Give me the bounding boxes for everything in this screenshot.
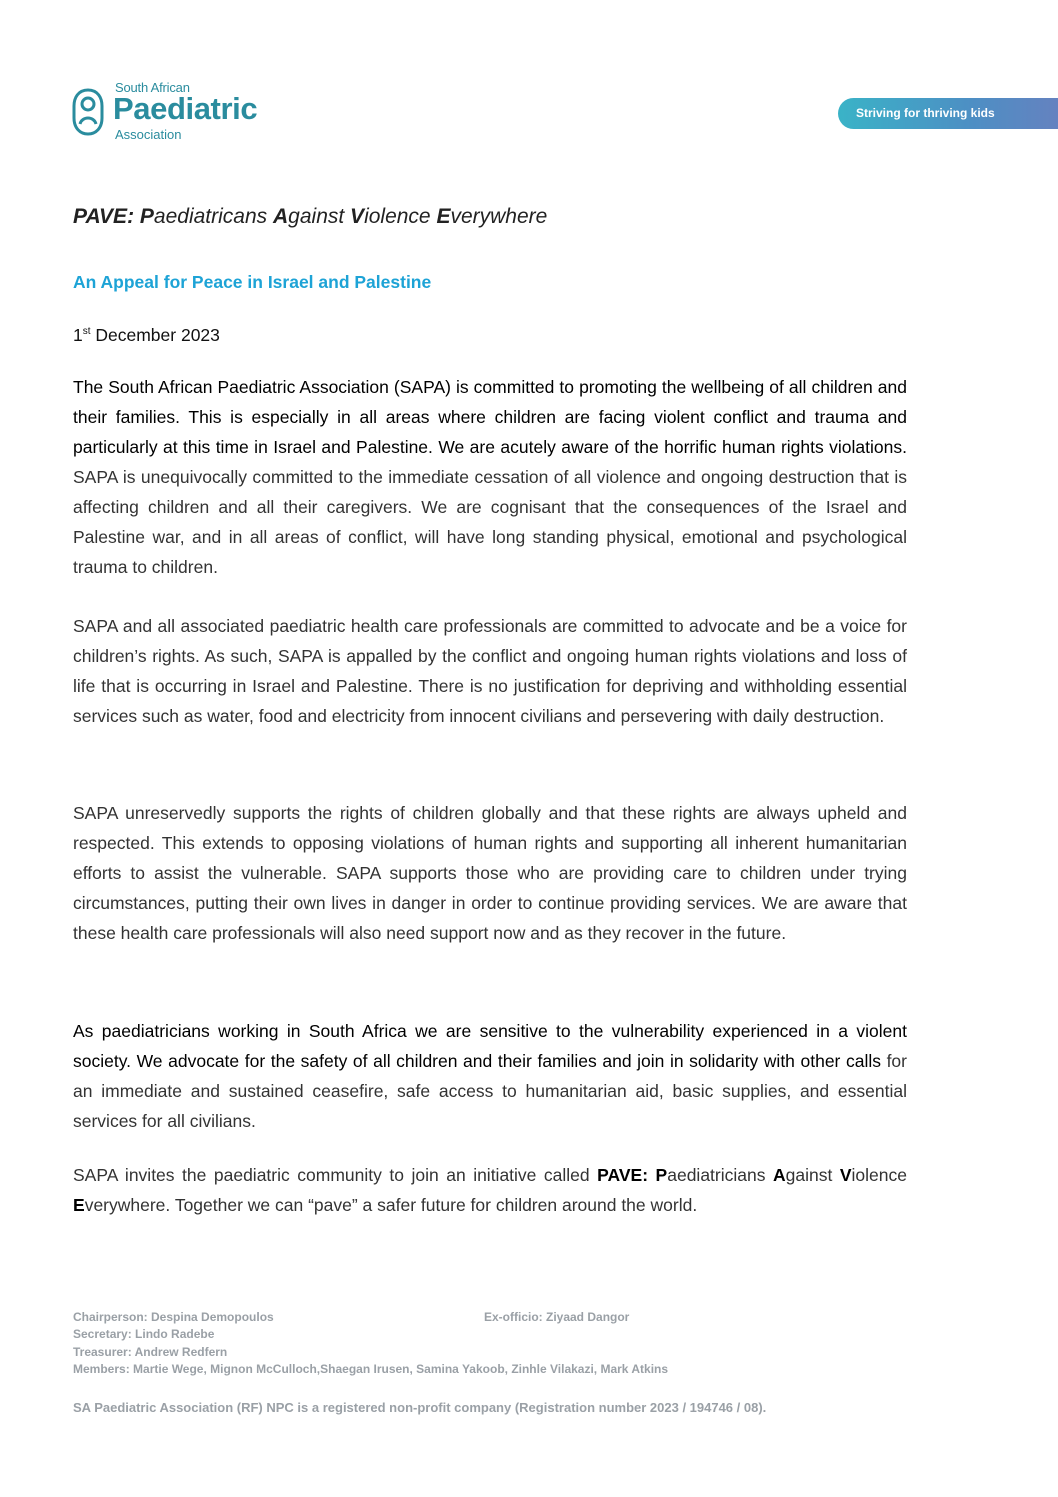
paragraph-1-rest: SAPA is unequivocally committed to the immediate cessation of all violence and ongoing destruction that is affecting children and all their caregivers. We are cognisant that the consequences of the Israel and Palestine war, and in all areas of conflict, will have long standing physical, emotional and psychological trauma to children. [73,467,907,577]
footer-registration: SA Paediatric Association (RF) NPC is a registered non-profit company (Registration number 2023 / 194746 / 08). [73,1400,767,1415]
paragraph-5-bold-4: E [73,1195,85,1215]
appeal-heading: An Appeal for Peace in Israel and Palestine [73,272,432,292]
paragraph-5-text-3: iolence [851,1165,908,1185]
title-prefix: PAVE: [73,205,140,228]
date-suffix: st [82,326,91,338]
logo-text-main: Paediatric [113,91,258,126]
title-word-4: verywhere [450,205,548,228]
logo-text-top: South African [115,80,190,95]
footer-treasurer: Treasurer: Andrew Redfern [73,1345,228,1359]
document-title [73,205,547,229]
sapa-logo [72,80,292,144]
paragraph-5-bold-1: PAVE: P [597,1165,668,1185]
paragraph-5 [73,1160,907,1220]
title-letter-e: E [436,205,451,228]
paragraph-5-intro: SAPA invites the paediatric community to join an initiative called [73,1165,598,1185]
logo-mark-icon [72,88,104,136]
title-letter-p: P [139,205,154,228]
paragraph-5-bold-2: A [773,1165,786,1185]
paragraph-2: SAPA and all associated paediatric health care professionals are committed to advocate and be a voice for children’s rights. As such, SAPA is appalled by the conflict and ongoing human rights violations and loss of life that is occurring in Israel and Palestine. There is no justification for depriving and withholding essential services such as water, food and electricity from innocent civilians and persevering with daily destruction. [73,616,907,726]
footer-members: Members: Martie Wege, Mignon McCulloch,Shaegan Irusen, Samina Yakoob, Zinhle Vilakazi, Mark Atkins [73,1362,669,1376]
paragraph-5-text-1: aediatricians [667,1165,773,1185]
footer-ex-officio: Ex-officio: Ziyaad Dangor [484,1310,630,1324]
paragraph-5-text-2: gainst [785,1165,840,1185]
title-word-3: iolence [364,205,437,228]
paragraph-4-rest: for an immediate and sustained ceasefire, safe access to humanitarian aid, basic supplies, and essential services for all civilians. [73,1051,907,1131]
paragraph-4 [73,1016,907,1136]
title-letter-v: V [350,205,365,228]
title-letter-a: A [273,205,289,228]
date-day: 1 [73,325,83,345]
paragraph-3: SAPA unreservedly supports the rights of children globally and that these rights are always upheld and respected. This extends to opposing violations of human rights and supporting all inherent humanitarian efforts to assist the vulnerable. SAPA supports those who are providing care to children under trying circumstances, putting their own lives in danger in order to continue providing services. We are aware that these health care professionals will also need support now and as they recover in the future. [73,803,907,943]
paragraph-5-bold-3: V [839,1165,852,1185]
title-word-2: gainst [288,205,351,228]
footer-chairperson: Chairperson: Despina Demopoulos [73,1310,274,1324]
title-word-1: aediatricans [153,205,273,228]
footer-secretary: Secretary: Lindo Radebe [73,1327,215,1341]
paragraph-5-text-4: verywhere. Together we can “pave” a safer future for children around the world. [84,1195,698,1215]
logo-text-bottom: Association [115,127,182,142]
paragraph-1-lead: The South African Paediatric Association (SAPA) is committed to promoting the wellbeing of all children and their families. This is especially in all areas where children are facing violent conflict and trauma and particularly at this time in Israel and Palestine. We are acutely aware of the horrific human rights violations. [73,377,907,457]
document-date [73,325,220,346]
date-rest: December 2023 [90,325,220,345]
tagline-banner: Striving for thriving kids [838,98,1058,129]
paragraph-4-lead: As paediatricians working in South Africa we are sensitive to the vulnerability experienced in a violent society. We advocate for the safety of all children and their families and join in solidarity with other calls [73,1021,907,1071]
paragraph-1 [73,372,907,582]
